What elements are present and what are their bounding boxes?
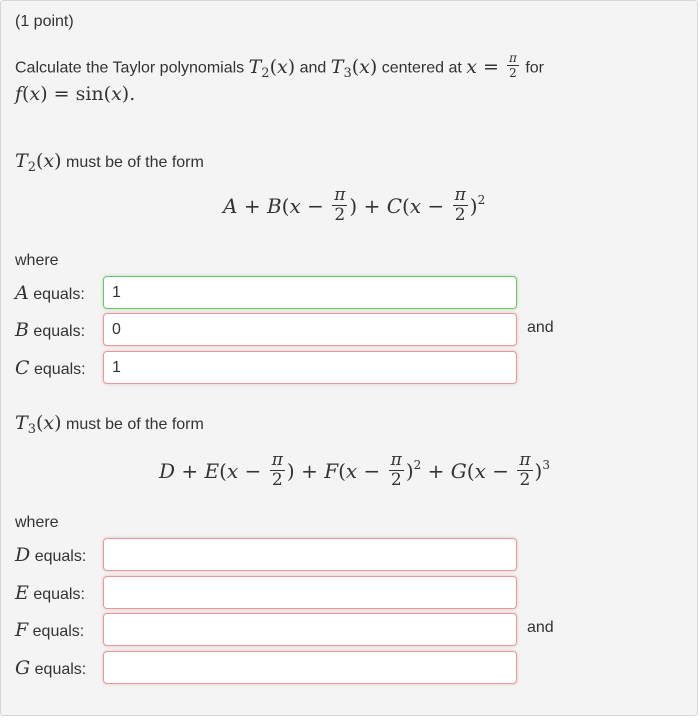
center-point: x = $\frac{\pi}{2}$ (466, 51, 517, 80)
answer-input-g[interactable] (103, 651, 517, 684)
answer-input-b[interactable] (103, 313, 517, 346)
t2-intro (15, 150, 204, 175)
field-label-f: F equals: (15, 619, 85, 641)
t3-and-text: and (527, 619, 554, 636)
t3-where-text: where (15, 514, 59, 531)
t3-symbol: $T_3(x)$ (330, 55, 378, 81)
field-label-e: E equals: (15, 582, 85, 604)
answer-input-e[interactable] (103, 576, 517, 609)
t3-symbol-2: $T_3(x)$ (15, 412, 62, 437)
t3-form-text: must be of the form (65, 416, 204, 433)
t3-intro (15, 412, 204, 437)
points-label: (1 point) (15, 13, 74, 30)
t2-and-text: and (527, 319, 554, 336)
field-label-c: C equals: (15, 357, 86, 379)
t2-symbol: $T_2(x)$ (248, 55, 296, 81)
field-label-d: D equals: (15, 544, 87, 566)
answer-input-a[interactable] (103, 276, 517, 309)
answer-input-f[interactable] (103, 613, 517, 646)
for-text: for (525, 59, 544, 77)
field-label-g: G equals: (15, 657, 87, 679)
answer-input-c[interactable] (103, 351, 517, 384)
t2-formula: A + B(x − $\frac{\pi}{2}$ ) + C(x − $\frac{\pi}{2}$ )$^2$ (223, 185, 486, 225)
answer-input-d[interactable] (103, 538, 517, 571)
t3-formula: D + E(x − $\frac{\pi}{2}$ ) + F(x − $\frac{\pi}{2}$ )$^2$ + G(x − $\frac{\pi}{2}$ )$^3$ (159, 450, 550, 490)
centered-text: centered at (381, 59, 462, 77)
function-definition: f(x) = sin(x). (15, 83, 136, 105)
intro-text: Calculate the Taylor polynomials (15, 59, 245, 77)
and-text: and (299, 59, 327, 77)
field-label-b: B equals: (15, 319, 86, 341)
field-label-a: A equals: (15, 282, 85, 304)
t2-form-text: must be of the form (65, 154, 204, 171)
t2-where-text: where (15, 252, 59, 269)
t2-symbol-2: $T_2(x)$ (15, 150, 62, 175)
problem-statement (15, 51, 544, 81)
